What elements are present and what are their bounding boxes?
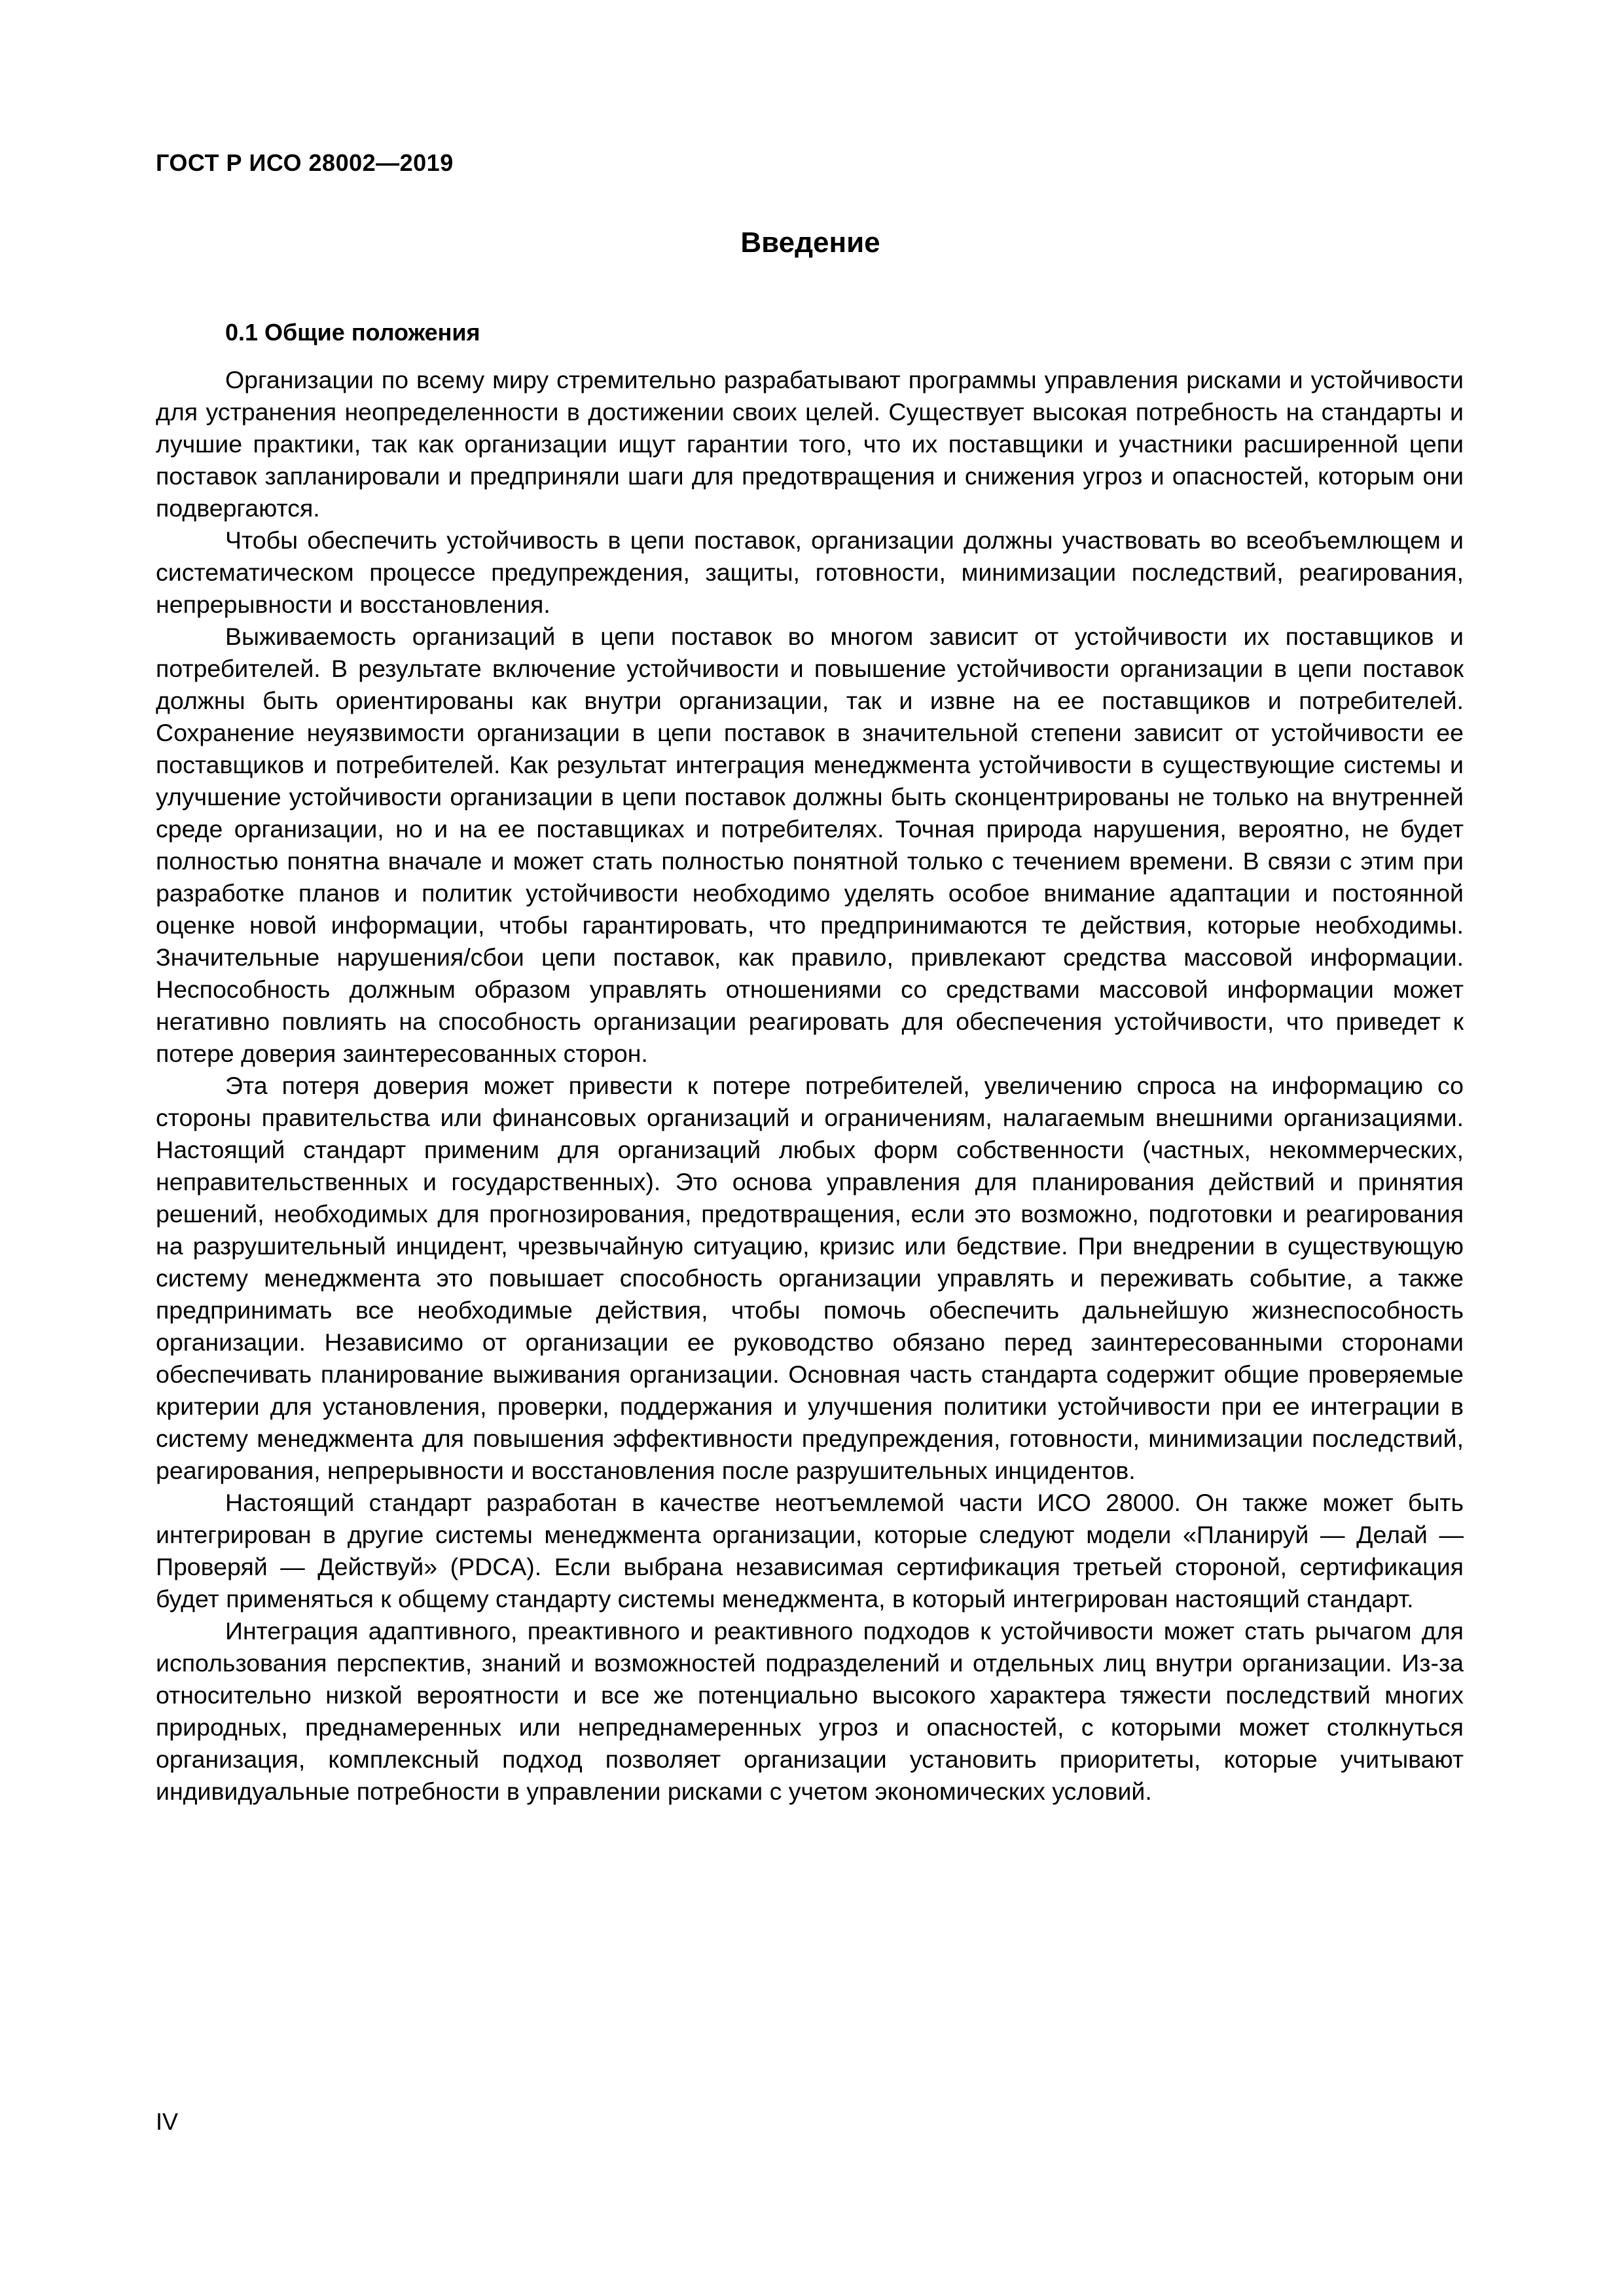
paragraph: Настоящий стандарт разработан в качестве неотъемлемой части ИСО 28000. Он также может быть интегрирован в другие системы менеджмента организации, которые следуют модели «Планируй — Делай — Проверяй — Действуй» (PDCA). Если выбрана независимая сертификация третьей стороной, сертификация будет применяться к общему стандарту системы менеджмента, в который интегрирован настоящий стандарт. xyxy=(156,1489,1464,1613)
page-number: IV xyxy=(156,2108,179,2135)
paragraph: Чтобы обеспечить устойчивость в цепи поставок, организации должны участвовать во всеобъемлющем и систематическом процессе предупреждения, защиты, готовности, минимизации последствий, реагирования, непрерывности и восстановления. xyxy=(156,526,1464,618)
paragraph: Выживаемость организаций в цепи поставок во многом зависит от устойчивости их поставщиков и потребителей. В результате включение устойчивости и повышение устойчивости организации в цепи поставок должны быть ориентированы как внутри организации, так и извне на ее поставщиков и потребителей. Сохранение неуязвимости организации в цепи поставок в значительной степени зависит от устойчивости ее поставщиков и потребителей. Как результат интеграция менеджмента устойчивости в существующие системы и улучшение устойчивости организации в цепи поставок должны быть сконцентрированы не только на внутренней среде организации, но и на ее поставщиках и потребителях. Точная природа нарушения, вероятно, не будет полностью понятна вначале и может стать полностью понятной только с течением времени. В связи с этим при разработке планов и политик устойчивости необходимо уделять особое внимание адаптации и постоянной оценке новой информации, чтобы гарантировать, что предпринимаются те действия, которые необходимы. Значительные нарушения/сбои цепи поставок, как правило, привлекают средства массовой информации. Неспособность должным образом управлять отношениями со средствами массовой информации может негативно повлиять на способность организации реагировать для обеспечения устойчивости, что приведет к потере доверия заинтересованных сторон. xyxy=(156,623,1464,1067)
paragraph: Интеграция адаптивного, преактивного и реактивного подходов к устойчивости может стать рычагом для использования перспектив, знаний и возможностей подразделений и отдельных лиц внутри организации. Из-за относительно низкой вероятности и все же потенциально высокого характера тяжести последствий многих природных, преднамеренных или непреднамеренных угроз и опасностей, с которыми может столкнуться организация, комплексный подход позволяет организации установить приоритеты, которые учитывают индивидуальные потребности в управлении рисками с учетом экономических условий. xyxy=(156,1617,1464,1805)
subsection-title: 0.1 Общие положения xyxy=(225,319,480,346)
body-text xyxy=(156,364,1464,1808)
paragraph: Организации по всему миру стремительно разрабатывают программы управления рисками и устойчивости для устранения неопределенности в достижении своих целей. Существует высокая потребность на стандарты и лучшие практики, так как организации ищут гарантии того, что их поставщики и участники расширенной цепи поставок запланировали и предприняли шаги для предотвращения и снижения угроз и опасностей, которым они подвергаются. xyxy=(156,366,1464,522)
standard-code-header: ГОСТ Р ИСО 28002—2019 xyxy=(156,149,454,176)
section-title: Введение xyxy=(740,227,880,259)
paragraph: Эта потеря доверия может привести к потере потребителей, увеличению спроса на информацию со стороны правительства или финансовых организаций и ограничениям, налагаемым внешними организациями. Настоящий стандарт применим для организаций любых форм собственности (частных, некоммерческих, неправительственных и государственных). Это основа управления для планирования действий и принятия решений, необходимых для прогнозирования, предотвращения, если это возможно, подготовки и реагирования на разрушительный инцидент, чрезвычайную ситуацию, кризис или бедствие. При внедрении в существующую систему менеджмента это повышает способность организации управлять и переживать событие, а также предпринимать все необходимые действия, чтобы помочь обеспечить дальнейшую жизнеспособность организации. Независимо от организации ее руководство обязано перед заинтересованными сторонами обеспечивать планирование выживания организации. Основная часть стандарта содержит общие проверяемые критерии для установления, проверки, поддержания и улучшения политики устойчивости при ее интеграции в систему менеджмента для повышения эффективности предупреждения, готовности, минимизации последствий, реагирования, непрерывности и восстановления после разрушительных инцидентов. xyxy=(156,1072,1464,1484)
